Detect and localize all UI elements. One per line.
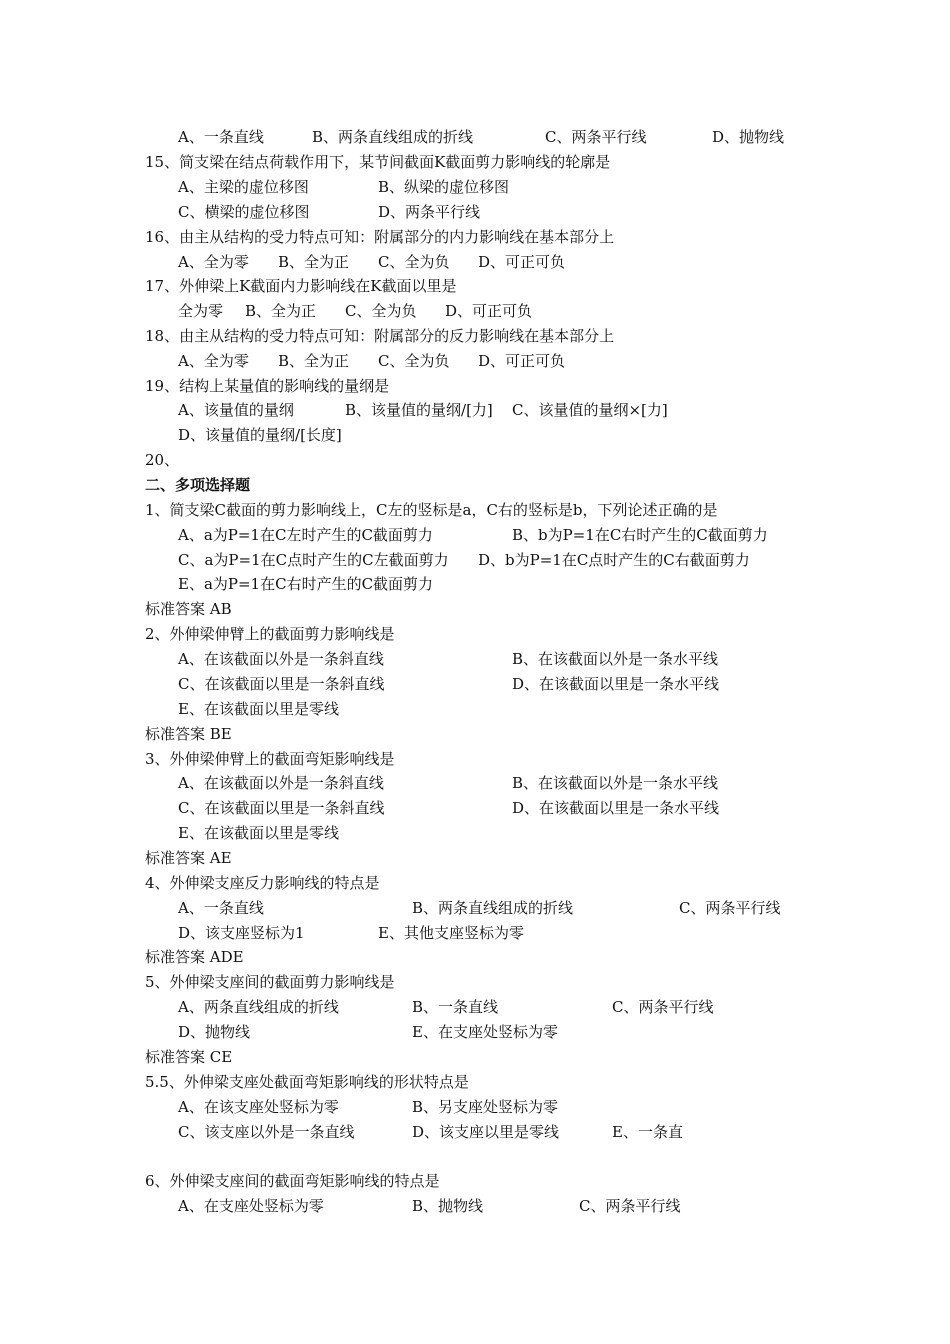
text-segment: A、在支座处竖标为零: [178, 1197, 324, 1215]
text-line: [0, 970, 950, 995]
text-line: [0, 1194, 950, 1219]
text-line: [0, 846, 950, 871]
text-segment: 3、外伸梁伸臂上的截面弯矩影响线是: [145, 750, 395, 768]
text-line: [0, 722, 950, 747]
text-segment: D、可正可负: [478, 253, 566, 271]
text-line: [0, 871, 950, 896]
text-segment: C、该支座以外是一条直线: [178, 1123, 355, 1141]
text-line: [0, 274, 950, 299]
text-segment: D、抛物线: [712, 128, 785, 146]
text-segment: A、a为P=1在C左时产生的C截面剪力: [178, 526, 433, 544]
text-segment: 5、外伸梁支座间的截面剪力影响线是: [145, 973, 395, 991]
text-line: [0, 821, 950, 846]
text-segment: C、全为负: [378, 253, 450, 271]
text-line: [0, 523, 950, 548]
text-segment: B、纵梁的虚位移图: [378, 178, 510, 196]
text-segment: E、一条直: [612, 1123, 683, 1141]
text-segment: E、在该截面以里是零线: [178, 700, 339, 718]
text-segment: A、一条直线: [178, 899, 264, 917]
text-segment: 标准答案 CE: [145, 1048, 233, 1066]
text-line: [0, 448, 950, 473]
text-segment: 标准答案 AB: [145, 600, 232, 618]
text-segment: E、其他支座竖标为零: [378, 924, 524, 942]
text-line: [0, 349, 950, 374]
text-segment: C、横梁的虚位移图: [178, 203, 310, 221]
text-segment: E、a为P=1在C右时产生的C截面剪力: [178, 575, 434, 593]
text-line: [0, 1020, 950, 1045]
text-line: [0, 572, 950, 597]
text-segment: D、b为P=1在C点时产生的C右截面剪力: [478, 551, 750, 569]
text-line: [0, 423, 950, 448]
text-segment: A、在该支座处竖标为零: [178, 1098, 339, 1116]
text-segment: B、该量值的量纲/[力]: [345, 401, 493, 419]
text-segment: 全为零: [178, 302, 224, 320]
text-segment: D、可正可负: [445, 302, 533, 320]
text-segment: 2、外伸梁伸臂上的截面剪力影响线是: [145, 625, 395, 643]
text-line: [0, 225, 950, 250]
text-segment: D、抛物线: [178, 1023, 251, 1041]
text-segment: C、全为负: [378, 352, 450, 370]
text-segment: B、抛物线: [412, 1197, 484, 1215]
text-segment: A、两条直线组成的折线: [178, 998, 339, 1016]
text-line: [0, 896, 950, 921]
text-segment: C、两条平行线: [612, 998, 714, 1016]
text-segment: C、a为P=1在C点时产生的C左截面剪力: [178, 551, 449, 569]
text-segment: 15、简支梁在结点荷载作用下，某节间截面K截面剪力影响线的轮廓是: [145, 153, 611, 171]
text-segment: B、全为正: [245, 302, 317, 320]
text-line: [0, 697, 950, 722]
text-segment: A、一条直线: [178, 128, 264, 146]
text-segment: 16、由主从结构的受力特点可知：附属部分的内力影响线在基本部分上: [145, 228, 615, 246]
text-line: [0, 771, 950, 796]
text-segment: A、在该截面以外是一条斜直线: [178, 650, 384, 668]
text-segment: C、在该截面以里是一条斜直线: [178, 799, 385, 817]
text-segment: C、两条平行线: [579, 1197, 681, 1215]
text-segment: C、全为负: [345, 302, 417, 320]
text-segment: B、一条直线: [412, 998, 499, 1016]
text-line: [0, 150, 950, 175]
text-line: [0, 622, 950, 647]
text-segment: D、该支座竖标为1: [178, 924, 305, 942]
text-segment: B、b为P=1在C右时产生的C截面剪力: [512, 526, 768, 544]
text-line: [0, 1120, 950, 1145]
text-line: [0, 398, 950, 423]
text-line: [0, 250, 950, 275]
text-segment: B、在该截面以外是一条水平线: [512, 774, 719, 792]
text-segment: A、主梁的虚位移图: [178, 178, 309, 196]
text-line: [0, 1070, 950, 1095]
text-segment: 1、简支梁C截面的剪力影响线上，C左的竖标是a，C右的竖标是b，下列论述正确的是: [145, 501, 718, 519]
text-segment: D、在该截面以里是一条水平线: [512, 799, 720, 817]
text-line: [0, 324, 950, 349]
text-line: [0, 921, 950, 946]
text-segment: D、在该截面以里是一条水平线: [512, 675, 720, 693]
text-segment: 19、结构上某量值的影响线的量纲是: [145, 377, 390, 395]
text-line: [0, 125, 950, 150]
text-segment: A、该量值的量纲: [178, 401, 294, 419]
text-segment: A、全为零: [178, 352, 249, 370]
text-segment: 20、: [145, 451, 180, 469]
text-line: [0, 374, 950, 399]
text-segment: C、两条平行线: [679, 899, 781, 917]
text-segment: 18、由主从结构的受力特点可知：附属部分的反力影响线在基本部分上: [145, 327, 615, 345]
text-segment: 标准答案 AE: [145, 849, 232, 867]
text-segment: E、在该截面以里是零线: [178, 824, 339, 842]
text-line: [0, 796, 950, 821]
text-line: [0, 672, 950, 697]
text-line: [0, 1095, 950, 1120]
text-line: [0, 647, 950, 672]
text-segment: 5.5、外伸梁支座处截面弯矩影响线的形状特点是: [145, 1073, 469, 1091]
text-segment: C、在该截面以里是一条斜直线: [178, 675, 385, 693]
text-line: [0, 200, 950, 225]
text-segment: 6、外伸梁支座间的截面弯矩影响线的特点是: [145, 1172, 440, 1190]
text-segment: B、另支座处竖标为零: [412, 1098, 559, 1116]
text-line: [0, 175, 950, 200]
text-segment: A、在该截面以外是一条斜直线: [178, 774, 384, 792]
text-line: [0, 945, 950, 970]
text-segment: D、两条平行线: [378, 203, 481, 221]
text-line: [0, 747, 950, 772]
text-line: [0, 299, 950, 324]
text-line: [0, 548, 950, 573]
text-segment: 4、外伸梁支座反力影响线的特点是: [145, 874, 380, 892]
text-segment: 标准答案 BE: [145, 725, 232, 743]
text-segment: D、该量值的量纲/[长度]: [178, 426, 342, 444]
text-segment: D、可正可负: [478, 352, 566, 370]
text-segment: 标准答案 ADE: [145, 948, 244, 966]
text-segment: B、在该截面以外是一条水平线: [512, 650, 719, 668]
text-segment: C、两条平行线: [545, 128, 647, 146]
text-segment: 17、外伸梁上K截面内力影响线在K截面以里是: [145, 277, 457, 295]
text-segment: A、全为零: [178, 253, 249, 271]
text-segment: E、在支座处竖标为零: [412, 1023, 558, 1041]
text-line: [0, 498, 950, 523]
text-segment: B、两条直线组成的折线: [312, 128, 474, 146]
text-line: [0, 995, 950, 1020]
text-segment: B、两条直线组成的折线: [412, 899, 574, 917]
text-line: [0, 1045, 950, 1070]
text-line: [0, 597, 950, 622]
text-segment: B、全为正: [278, 253, 350, 271]
section-heading: [0, 473, 950, 498]
text-segment: D、该支座以里是零线: [412, 1123, 560, 1141]
text-segment: 二、多项选择题: [145, 476, 251, 494]
text-line: [0, 1169, 950, 1194]
text-segment: B、全为正: [278, 352, 350, 370]
text-segment: C、该量值的量纲×[力]: [512, 401, 668, 419]
